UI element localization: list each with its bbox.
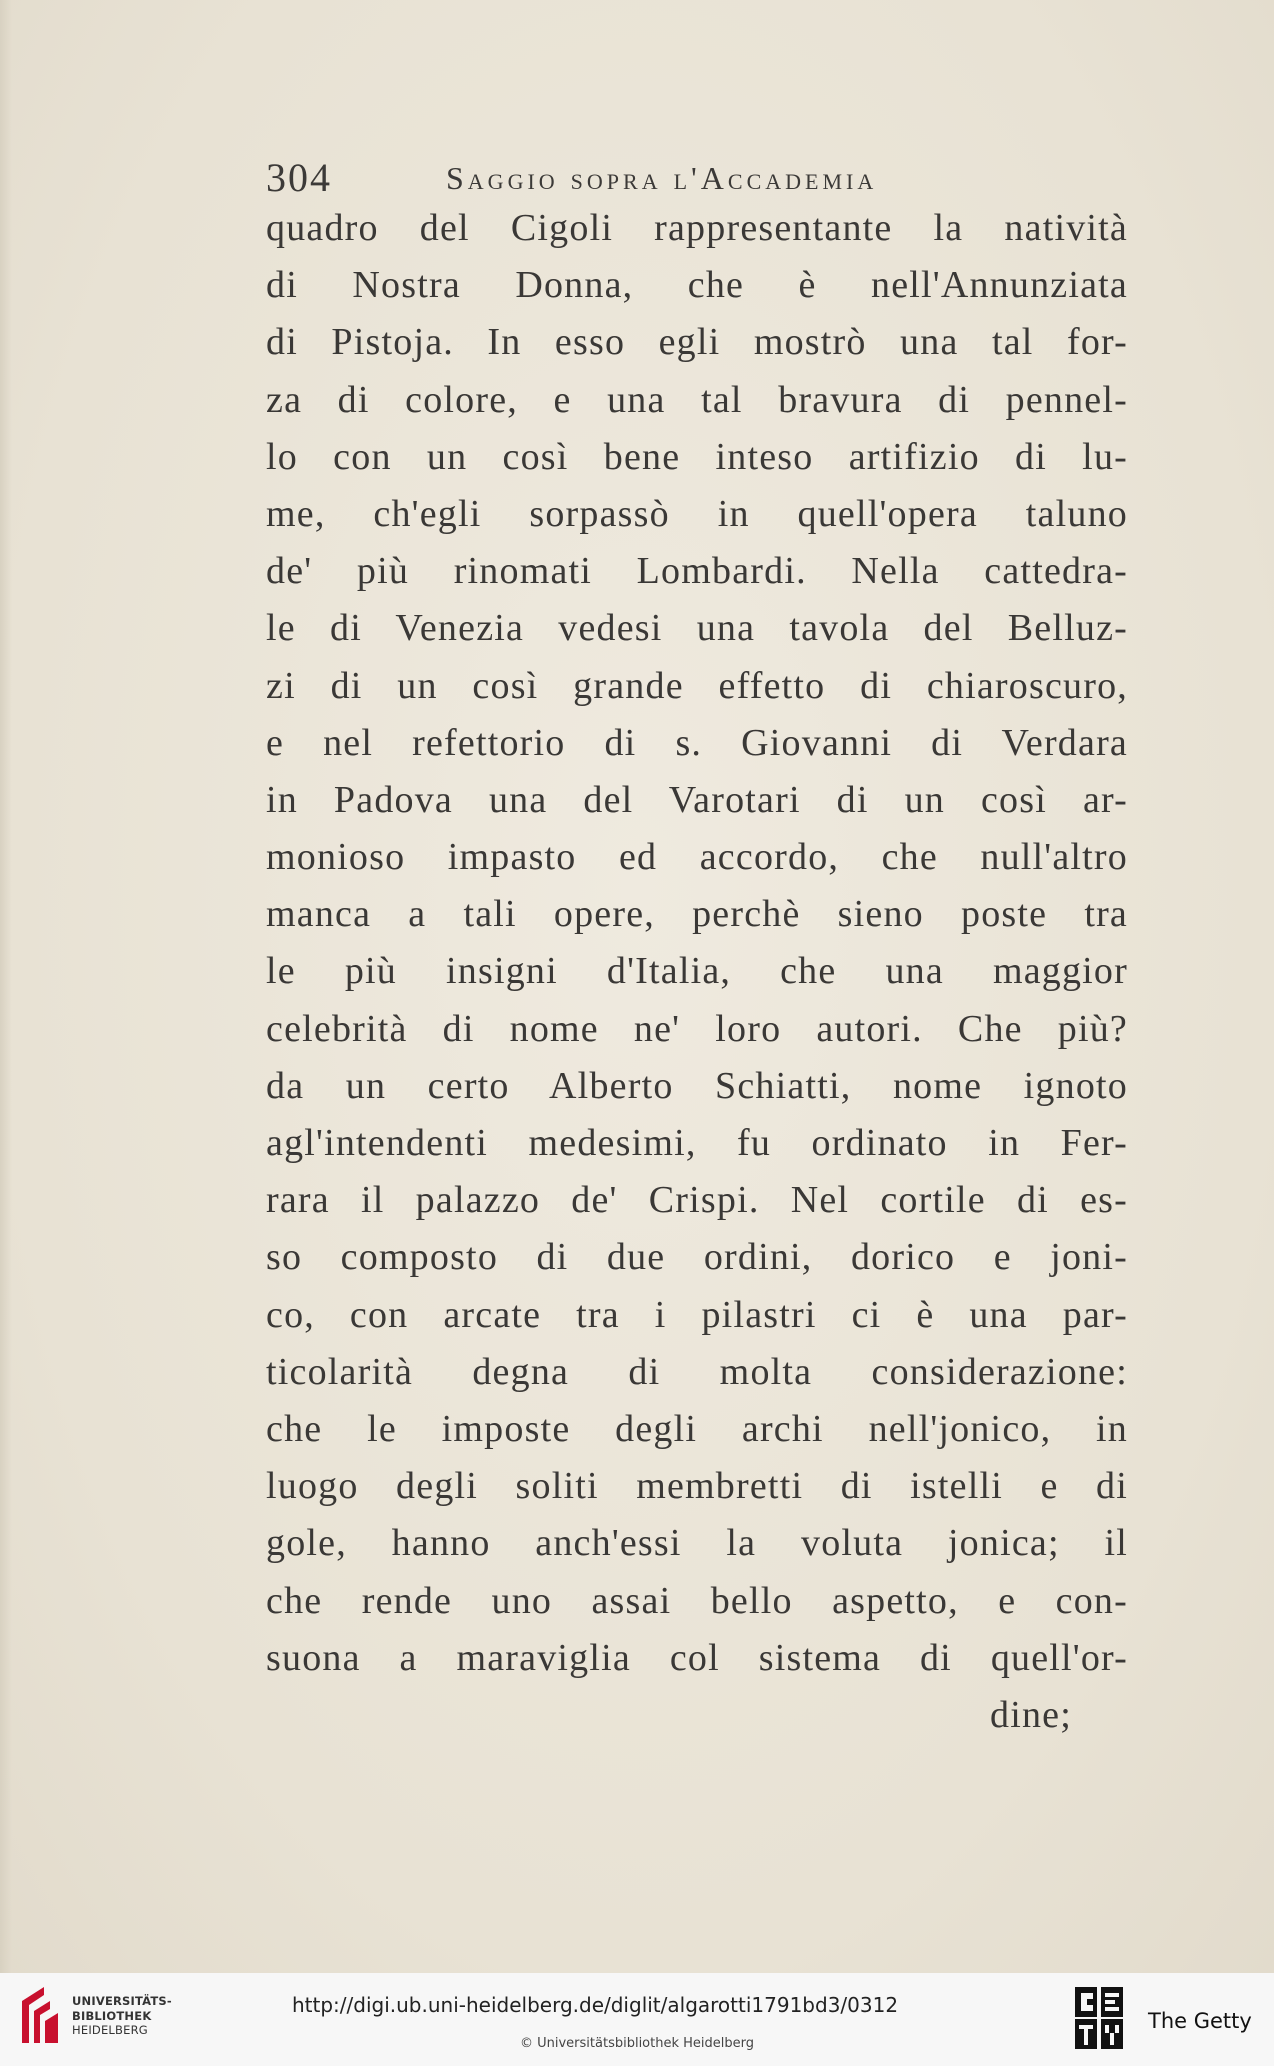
copyright-notice: © Universitätsbibliothek Heidelberg (519, 2036, 754, 2051)
text-line: manca a tali opere, perchè sieno poste tra (266, 893, 1128, 936)
text-line: di Nostra Donna, che è nell'Annunziata (266, 264, 1128, 307)
page-header (266, 148, 1126, 198)
library-name-line: UNIVERSITÄTS- (72, 1994, 172, 2008)
text-line: le più insigni d'Italia, che una maggior (266, 950, 1128, 993)
text-line: me, ch'egli sorpassò in quell'opera taluno (266, 492, 1128, 535)
text-line: rara il palazzo de' Crispi. Nel cortile di es- (266, 1179, 1128, 1222)
text-line: e nel refettorio di s. Giovanni di Verdara (266, 721, 1128, 764)
text-line: in Padova una del Varotari di un così ar- (266, 778, 1128, 821)
text-line: che le imposte degli archi nell'jonico, in (266, 1407, 1128, 1450)
text-line: celebrità di nome ne' loro autori. Che più? (266, 1007, 1128, 1050)
text-line: che rende uno assai bello aspetto, e con- (266, 1579, 1128, 1622)
text-line: di Pistoja. In esso egli mostrò una tal for- (266, 321, 1128, 364)
text-line: de' più rinomati Lombardi. Nella cattedra- (266, 550, 1128, 593)
library-name (72, 1994, 172, 2038)
text-line: quadro del Cigoli rappresentante la natività (266, 207, 1128, 249)
text-line: ticolarità degna di molta considerazione: (266, 1350, 1128, 1393)
library-name-line: HEIDELBERG (72, 2023, 148, 2037)
text-line: le di Venezia vedesi una tavola del Belluz- (266, 607, 1128, 650)
running-head: Saggio sopra l'Accademia (446, 160, 878, 196)
text-line: zi di un così grande effetto di chiaroscuro, (266, 664, 1128, 707)
body-text (266, 200, 1128, 1744)
text-line: monioso impasto ed accordo, che null'altro (266, 836, 1128, 879)
text-line: luogo degli soliti membretti di istelli e di (266, 1465, 1128, 1508)
page-number: 304 (266, 155, 332, 200)
text-line: da un certo Alberto Schiatti, nome ignoto (266, 1064, 1128, 1107)
text-line: gole, hanno anch'essi la voluta jonica; il (266, 1522, 1128, 1565)
viewer-footer (0, 1973, 1274, 2066)
text-line: za di colore, e una tal bravura di pennel- (266, 378, 1128, 421)
getty-logo-icon (1073, 1985, 1125, 2051)
library-name-line: BIBLIOTHEK (72, 2008, 152, 2023)
text-line: so composto di due ordini, dorico e joni- (266, 1236, 1128, 1279)
getty-label: The Getty (1148, 2009, 1252, 2033)
text-line: lo con un così bene inteso artifizio di lu- (266, 435, 1128, 478)
permalink-url[interactable]: http://digi.ub.uni-heidelberg.de/diglit/algarotti1791bd3/0312 (292, 1993, 899, 2017)
catchword: dine; (990, 1693, 1072, 1736)
text-line: suona a maraviglia col sistema di quell'or- (266, 1636, 1128, 1679)
page-gutter-shadow (0, 0, 12, 1973)
text-line: agl'intendenti medesimi, fu ordinato in Fer- (266, 1122, 1128, 1164)
text-line: co, con arcate tra i pilastri ci è una par- (266, 1293, 1128, 1336)
